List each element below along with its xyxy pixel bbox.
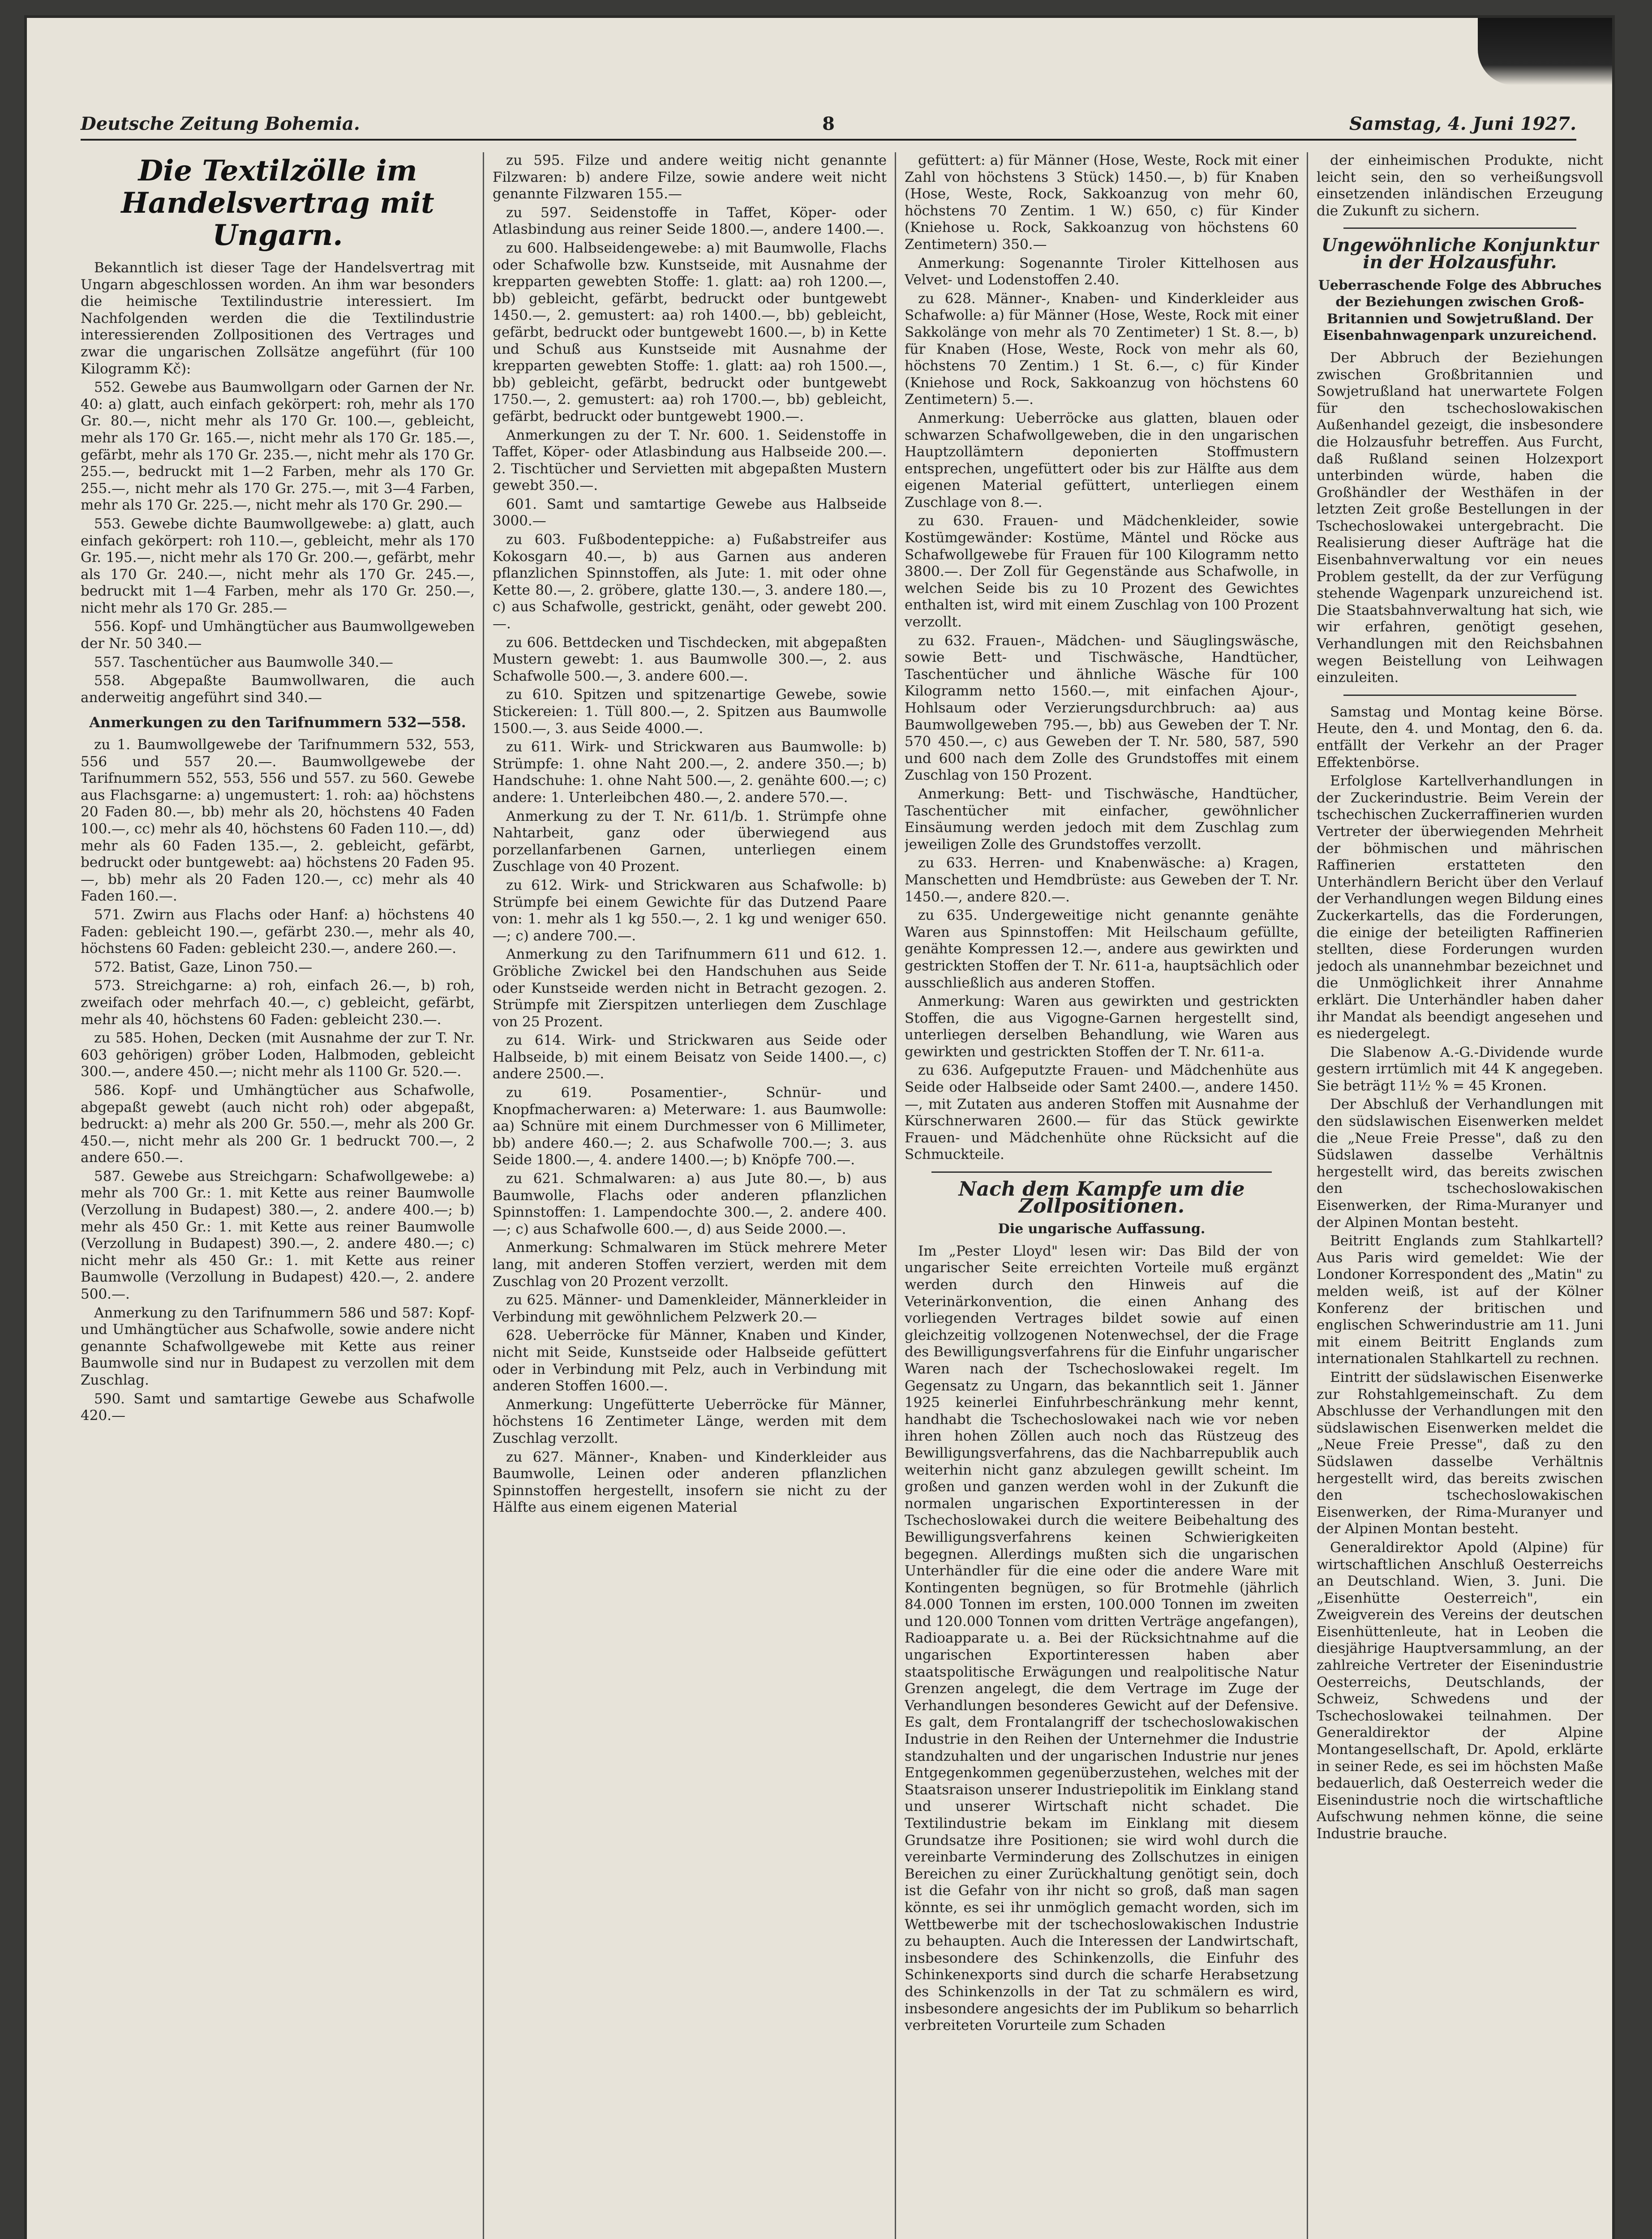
tariff-paragraph: zu 595. Filze und andere weitig nicht genannte Filzwaren: b) andere Filze, sowie andere weit nicht genannte Filzwaren 155.— (493, 152, 887, 202)
notes-paragraph: Anmerkung: Waren aus gewirkten und gestrickten Stoffen, die aus Vigogne-Garnen hergestellt sind, unterliegen derselben Behandlung, wie Waren aus gewirkten und gestrickten Stoffen der T. Nr. 611-a. (905, 993, 1299, 1060)
article-headline-textilzoelle: Die Textilzölle im Handelsvertrag mit Ungarn. (121, 154, 434, 252)
running-header (81, 112, 1576, 141)
tariff-paragraph: 553. Gewebe dichte Baumwollgewebe: a) glatt, auch einfach gekörpert: roh 110.—, gebleicht, mehr als 170 Gr. 195.—, nicht mehr als 170 Gr. 200.—, gefärbt, mehr als 170 Gr. 240.—, nicht mehr als 170 Gr. 245.—, bedruckt mit 1—4 Farben, mehr als 170 Gr. 250.—, nicht mehr als 170 Gr. 285.— (81, 515, 475, 616)
notes-paragraph: zu 1. Baumwollgewebe der Tarifnummern 532, 553, 556 und 557 20.—. Baumwollgewebe der Tarifnummern 552, 553, 556 und 557. zu 560. Gewebe aus Flachsgarne: a) ungemustert: 1. roh: aa) höchstens 20 Faden 80.—, bb) mehr als 20, höchstens 40 Faden 100.—, cc) mehr als 40, höchstens 60 Faden 110.—, dd) mehr als 60 Faden 135.—, 2. gebleicht, gefärbt, bedruckt oder buntgewebt: aa) höchstens 20 Faden 95.—, bb) mehr als 20 Faden 120.—, cc) mehr als 40 Faden 160.—. (81, 737, 475, 905)
column-4 (1317, 152, 1603, 2239)
section-divider (931, 1171, 1272, 1173)
tariff-paragraph: zu 603. Fußbodenteppiche: a) Fußabstreifer aus Kokosgarn 40.—, b) aus Garnen aus anderen pflanzlichen Spinnstoffen, als Jute: 1. mit oder ohne Kette 80.—, 2. gröbere, glatte 130.—, 3. andere 180.—, c) aus Schafwolle, gestrickt, genäht, oder gewebt 200.—. (493, 532, 887, 632)
notes-paragraph: Anmerkungen zu der T. Nr. 600. 1. Seidenstoffe in Taffet, Köper- oder Atlasbindung aus Halbseide 200.—. 2. Tischtücher und Servietten mit abgepaßten Mustern gewebt 350.—. (493, 427, 887, 494)
news-item-rohstahlgemeinschaft: Eintritt der südslawischen Eisenwerke zur Rohstahlgemeinschaft. Zu dem Abschlusse der Verhandlungen mit den südslawischen Eisenwerken meldet die „Neue Freie Presse", daß zu den Südslawen dasselbe Verhältnis hergestellt wird, das bereits zwischen den tschechoslowakischen Eisenwerken, der Rima-Muranyer und der Alpinen Montan besteht. (1317, 1369, 1603, 1537)
column-3 (905, 152, 1299, 2239)
tariff-paragraph: zu 633. Herren- und Knabenwäsche: a) Kragen, Manschetten und Hemdbrüste: aus Geweben der T. Nr. 1450.—, andere 820.—. (905, 855, 1299, 905)
article-subheadline: Ueberraschende Folge des Abbruches der Beziehungen zwischen Groß-Britannien und Sowjetrußland. Der Eisenbahnwagenpark unzureichend. (1318, 277, 1602, 344)
tariff-paragraph: 587. Gewebe aus Streichgarn: Schafwollgewebe: a) mehr als 700 Gr.: 1. mit Kette aus reiner Baumwolle (Verzollung in Budapest) 380.—, 2. andere 400.—; b) mehr als 450 Gr.: 1. mit Kette aus reiner Baumwolle (Verzollung in Budapest) 390.—, 2. andere 480.—; c) nicht mehr als 450 Gr.: 1. mit Kette aus reiner Baumwolle (Verzollung in Budapest) 420.—, 2. andere 500.—. (81, 1168, 475, 1303)
news-item-dividende: Die Slabenow A.-G.-Dividende wurde gestern irrtümlich mit 44 K angegeben. Sie beträgt 11½ % = 45 Kronen. (1317, 1044, 1603, 1094)
column-1 (81, 152, 475, 2239)
newspaper-page (27, 18, 1612, 2239)
column-2 (493, 152, 887, 2239)
section-divider (1343, 695, 1576, 696)
tariff-paragraph: 571. Zwirn aus Flachs oder Hanf: a) höchstens 40 Faden: gebleicht 190.—, gefärbt 230.—, mehr als 40, höchstens 60 Faden: gebleicht 230.—, andere 260.—. (81, 906, 475, 957)
page-corner-damage (1478, 18, 1612, 85)
column-rule (483, 152, 484, 2239)
tariff-paragraph: 628. Ueberröcke für Männer, Knaben und Kinder, nicht mit Seide, Kunstseide oder Halbseide gefüttert oder in Verbindung mit Pelz, auch in Verbindung mit anderen Stoffen 1600.—. (493, 1327, 887, 1394)
paper-name: Deutsche Zeitung Bohemia. (81, 113, 360, 134)
tariff-paragraph: zu 610. Spitzen und spitzenartige Gewebe, sowie Stickereien: 1. Tüll 800.—, 2. Spitzen aus Baumwolle 1500.—, 3. aus Seide 4000.—. (493, 686, 887, 737)
tariff-paragraph: 573. Streichgarne: a) roh, einfach 26.—, b) roh, zweifach oder mehrfach 40.—, c) gebleicht, gefärbt, mehr als 40, höchstens 60 Faden: gebleicht 230.—. (81, 978, 475, 1028)
tariff-paragraph: 558. Abgepaßte Baumwollwaren, die auch anderweitig angeführt sind 340.— (81, 673, 475, 706)
article-subheadline: Die ungarische Auffassung. (998, 1221, 1206, 1237)
tariff-paragraph: zu 630. Frauen- und Mädchenkleider, sowie Kostümgewänder: Kostüme, Mäntel und Röcke aus Schafwollgewebe für Frauen für 100 Kilogramm netto 3800.—. Der Zoll für Gegenstände aus Schafwolle, in welchen Seide bis zu 10 Prozent des Gewichtes enthalten ist, wird mit einem Zuschlag von 100 Prozent verzollt. (905, 513, 1299, 631)
tariff-paragraph: zu 612. Wirk- und Strickwaren aus Schafwolle: b) Strümpfe bei einem Gewichte für das Dutzend Paare von: 1. mehr als 1 kg 550.—, 2. 1 kg und weniger 650.—; c) andere 700.—. (493, 877, 887, 944)
tariff-paragraph: zu 611. Wirk- und Strickwaren aus Baumwolle: b) Strümpfe: 1. ohne Naht 200.—, 2. andere 350.—; b) Handschuhe: 1. ohne Naht 500.—, 2. genähte 600.—; c) andere: 1. Unterleibchen 480.—, 2. andere 570.—. (493, 739, 887, 806)
tariff-paragraph: 556. Kopf- und Umhängtücher aus Baumwollgeweben der Nr. 50 340.— (81, 618, 475, 652)
news-item-stahlkartell: Beitritt Englands zum Stahlkartell? Aus Paris wird gemeldet: Wie der Londoner Korrespondent des „Matin" zu melden weiß, ist auf der Kölner Konferenz der britischen und englischen Schwerindustrie am 11. Juni mit einem Beitritt Englands zum internationalen Stahlkartell zu rechnen. (1317, 1233, 1603, 1367)
tariff-paragraph: zu 628. Männer-, Knaben- und Kinderkleider aus Schafwolle: a) für Männer (Hose, Weste, Rock mit einer Sakkolänge von mehr als 70 Zentimeter) 1 St. 8.—, b) für Knaben (Hose, Weste, Rock von mehr als 60, höchstens 70 Zentim.) 1 St. 6.—, c) für Kinder (Kniehose und Rock, Sakkoanzug von höchstens 60 Zentimetern) 5.—. (905, 290, 1299, 408)
article-headline-zollpositionen: Nach dem Kampfe um die Zollpositionen. (958, 1178, 1245, 1218)
notes-paragraph: Anmerkung zu den Tarifnummern 611 und 612. 1. Gröbliche Zwickel bei den Handschuhen aus Seide oder Kunstseide werden nicht in Betracht gezogen. 2. Strümpfe mit Zierspitzen unterliegen dem Zuschlage von 25 Prozent. (493, 946, 887, 1030)
column-rule (895, 152, 896, 2239)
tariff-paragraph: 552. Gewebe aus Baumwollgarn oder Garnen der Nr. 40: a) glatt, auch einfach gekörpert: roh, mehr als 170 Gr. 80.—, nicht mehr als 170 Gr. 100.—, gebleicht, mehr als 170 Gr. 165.—, nicht mehr als 170 Gr. 185.—, gefärbt, mehr als 170 Gr. 235.—, nicht mehr als 170 Gr. 255.—, bedruckt mit 1—2 Farben, mehr als 170 Gr. 255.—, nicht mehr als 170 Gr. 275.—, mit 3—4 Farben, mehr als 170 Gr. 225.—, nicht mehr als 170 Gr. 290.— (81, 379, 475, 514)
issue-date: Samstag, 4. Juni 1927. (1349, 113, 1576, 134)
tariff-paragraph: zu 614. Wirk- und Strickwaren aus Seide oder Halbseide, b) mit einem Beisatz von Seide 1400.—, c) andere 2500.—. (493, 1032, 887, 1082)
column-rule (1307, 152, 1308, 2239)
tariff-paragraph: zu 619. Posamentier-, Schnür- und Knopfmacherwaren: a) Meterware: 1. aus Baumwolle: aa) Schnüre mit einem Durchmesser von 6 Millimeter, bb) andere 460.—; 2. aus Schafwolle 700.—; 3. aus Seide 1800.—, 4. andere 1400.—; b) Knöpfe 700.—. (493, 1085, 887, 1168)
notes-paragraph: Anmerkung: Ungefütterte Ueberröcke für Männer, höchstens 16 Zentimeter Länge, werden mit dem Zuschlag verzollt. (493, 1396, 887, 1446)
notes-paragraph: Anmerkung: Ueberröcke aus glatten, blauen oder schwarzen Schafwollgeweben, die in den ungarischen Hauptzollämtern deponierten Stoffmustern entsprechen, ungefüttert oder bis zur Hälfte aus dem eigenen Material gefüttert, unterliegen einem Zuschlage von 8.—. (905, 410, 1299, 510)
tariff-paragraph: zu 606. Bettdecken und Tischdecken, mit abgepaßten Mustern gewebt: 1. aus Baumwolle 300.—, 2. aus Schafwolle 500.—, 3. andere 600.—. (493, 634, 887, 684)
tariff-paragraph: zu 625. Männer- und Damenkleider, Männerkleider in Verbindung mit gewöhnlichem Pelzwerk 20.— (493, 1292, 887, 1325)
news-item-abschluss: Der Abschluß der Verhandlungen mit den südslawischen Eisenwerken meldet die „Neue Freie Presse", daß zu den Südslawen dasselbe Verhältnis hergestellt wird, das bereits zwischen den tschechoslowakischen Eisenwerken, der Rima-Muranyer und der Alpinen Montan besteht. (1317, 1096, 1603, 1231)
notes-paragraph: Anmerkung zu der T. Nr. 611/b. 1. Strümpfe ohne Nahtarbeit, ganz oder überwiegend aus porzellanfarbenen Garnen, unterliegen einem Zuschlage von 40 Prozent. (493, 808, 887, 875)
article-body: Der Abbruch der Beziehungen zwischen Großbritannien und Sowjetrußland hat unerwartete Folgen für den tschechoslowakischen Außenhandel gezeigt, die insbesondere die Holzausfuhr betreffen. Aus Furcht, daß Rußland seinen Holzexport unterbinden würde, haben die Großhändler der Westhäfen in der letzten Zeit große Bestellungen in der Tschechoslowakei untergebracht. Die Realisierung dieser Aufträge hat die Eisenbahnverwaltung vor ein neues Problem gestellt, da der zur Verfügung stehende Wagenpark unzureichend ist. Die Staatsbahnverwaltung hat sich, wie wir erfahren, genötigt gesehen, Verhandlungen mit den Reichsbahnen wegen Beistellung von Leihwagen einzuleiten. (1317, 349, 1603, 686)
notes-paragraph: Anmerkung: Sogenannte Tiroler Kittelhosen aus Velvet- und Lodenstoffen 2.40. (905, 255, 1299, 288)
tariff-paragraph: 590. Samt und samtartige Gewebe aus Schafwolle 420.— (81, 1390, 475, 1424)
tariff-paragraph: zu 585. Hohen, Decken (mit Ausnahme der zur T. Nr. 603 gehörigen) gröber Loden, Halbmoden, gebleicht 300.—, andere 450.—; nicht mehr als 1100 Gr. 520.—. (81, 1030, 475, 1080)
page-number: 8 (822, 113, 835, 134)
notes-paragraph: Anmerkung zu den Tarifnummern 586 und 587: Kopf- und Umhängtücher aus Schafwolle, sowie andere nicht genannte Schafwollgewebe mit Kette aus reiner Baumwolle sind nur in Budapest zu verzollen mit dem Zuschlag. (81, 1304, 475, 1388)
news-item-zuckerindustrie: Erfolglose Kartellverhandlungen in der Zuckerindustrie. Beim Verein der tschechischen Zuckerraffinerien wurden Vertreter der überwiegenden Mehrheit der böhmischen und mährischen Raffinerien erstatteten den Unterhändlern Bericht über den Verlauf der Verhandlungen wegen Bildung eines Zuckerkartells, das die Forderungen, die einige der beteiligten Raffinerien stellten, diese Forderungen wurden jedoch als unannehmbar bezeichnet und die Unmöglichkeit ihrer Annahme erklärt. Die Unterhändler haben daher ihr Mandat als beendigt angesehen und es niedergelegt. (1317, 773, 1603, 1042)
tariff-paragraph: 572. Batist, Gaze, Linon 750.— (94, 959, 313, 975)
tariff-paragraph: zu 600. Halbseidengewebe: a) mit Baumwolle, Flachs oder Schafwolle bzw. Kunstseide, mit Ausnahme der krepparten gewebten Stoffe: 1. glatt: aa) roh 1200.—, bb) gebleicht, gefärbt, bedruckt oder buntgewebt 1450.—, 2. gemustert: aa) roh 1400.—, bb) gebleicht, gefärbt, bedruckt oder buntgewebt 1600.—, b) in Kette und Schuß aus Kunstseide mit Ausnahme der krepparten gewebten Stoffe: 1. glatt: aa) roh 1500.—, bb) gebleicht, gefärbt, bedruckt oder buntgewebt 1750.—, 2. gemustert: aa) roh 1700.—, bb) gebleicht, gefärbt, bedruckt oder buntgewebt 1900.—. (493, 240, 887, 425)
tariff-paragraph: zu 597. Seidenstoffe in Taffet, Köper- oder Atlasbindung aus reiner Seide 1800.—, andere 1400.—. (493, 204, 887, 238)
tariff-paragraph: zu 627. Männer-, Knaben- und Kinderkleider aus Baumwolle, Leinen oder anderen pflanzlichen Spinnstoffen hergestellt, insofern sie nicht zu der Hälfte aus einem eigenen Material (493, 1449, 887, 1516)
section-divider (1343, 227, 1576, 229)
news-item-apold: Generaldirektor Apold (Alpine) für wirtschaftlichen Anschluß Oesterreichs an Deutschland. Wien, 3. Juni. Die „Eisenhütte Oesterreich", ein Zweigverein des Vereins der deutschen Eisenhüttenleute, hat in Leoben die diesjährige Hauptversammlung, an der zahlreiche Vertreter der Eisenindustrie Oesterreichs, Deutschlands, der Schweiz, Schwedens und der Tschechoslowakei teilnahmen. Der Generaldirektor der Alpine Montangesellschaft, Dr. Apold, erklärte in seiner Rede, es sei im höchsten Maße bedauerlich, daß Oesterreich weder die Eisenindustrie noch die wirtschaftliche Aufschwung nehmen könne, die seine Industrie brauche. (1317, 1539, 1603, 1842)
notes-heading: Anmerkungen zu den Tarifnummern 532—558. (89, 714, 466, 731)
tariff-paragraph: zu 636. Aufgeputzte Frauen- und Mädchenhüte aus Seide oder Halbseide oder Samt 2400.—, andere 1450.—, mit Zutaten aus anderen Stoffen mit Ausnahme der Kürschnerwaren 2600.— für das Stück gewirkte Frauen- und Mädchenhüte ohne Rücksicht auf die Schmuckteile. (905, 1062, 1299, 1163)
article-continuation: der einheimischen Produkte, nicht leicht sein, den so verheißungsvoll einsetzenden inländischen Erzeugung die Zukunft zu sichern. (1317, 152, 1603, 219)
tariff-paragraph: 557. Taschentücher aus Baumwolle 340.— (94, 654, 394, 670)
article-body: Im „Pester Lloyd" lesen wir: Das Bild der von ungarischer Seite erreichten Vorteile muß ergänzt werden durch den Hinweis auf die Veterinärkonvention, die einen Anhang des vorliegenden Vertrages bildet sowie auf einen gleichzeitig vollzogenen Notenwechsel, der die Frage des Bewilligungsverfahrens für die Einfuhr ungarischer Waren nach der Tschechoslowakei regelt. Im Gegensatz zu Ungarn, das bekanntlich seit 1. Jänner 1925 keinerlei Einfuhrbeschränkung mehr kennt, handhabt die Tschechoslowakei nach wie vor neben ihren hohen Zöllen auch noch das Rüstzeug des Bewilligungsverfahrens, das die Nachbarrepublik auch weiterhin nicht ganz abzulegen gewillt scheint. Im großen und ganzen werden wohl in der Zukunft die normalen ungarischen Exportinteressen in der Tschechoslowakei durch die weitere Beibehaltung des Bewilligungsverfahrens keinen Schwierigkeiten begegnen. Allerdings mußten sich die ungarischen Unterhändler für die eine oder die andere Ware mit Kontingenten begnügen, so für Brotmehle (jährlich 84.000 Tonnen im ersten, 100.000 Tonnen im zweiten und 120.000 Tonnen vom dritten Verträge angefangen), Radioapparate u. a. Bei der Rücksichtnahme auf die ungarischen Exportinteressen haben aber staatspolitische Erwägungen und realpolitische Natur Grenzen angelegt, die dem Vertrage im Zuge der Verhandlungen besonderes Gewicht auf der Defensive. Es galt, dem Frontalangriff der tschechoslowakischen Industrie in den Reihen der Unternehmer die Industrie standzuhalten und der ungarischen Industrie nur jenes Entgegenkommen gegenüberzustehen, welches mit der Staatsraison unserer Industriepolitik im Einklang stand und unserer Wirtschaft nicht schadet. Die Textilindustrie bekam im Einklang mit diesem Grundsatze ihre Positionen; sie wird wohl durch die vereinbarte Verminderung des Zollschutzes in einigen Bereichen zu einer Zurückhaltung genötigt sein, doch ist die Gefahr von ihr nicht so groß, daß man sagen könnte, es sei ihr unmöglich gemacht worden, sich im Wettbewerbe mit der tschechoslowakischen Industrie zu behaupten. Auch die Interessen der Landwirtschaft, insbesondere des Schinkenzolls, die Einfuhr des Schinkenexports sind durch die scharfe Herabsetzung des Schinkenzolls in der Tat zu schmälern es wird, insbesondere angesichts der im Publikum so beharrlich verbreiteten Vorurteile zum Schaden (905, 1243, 1299, 2034)
tariff-paragraph: 601. Samt und samtartige Gewebe aus Halbseide 3000.— (493, 496, 887, 529)
tariff-paragraph: 586. Kopf- und Umhängtücher aus Schafwolle, abgepaßt gewebt (auch nicht roh) oder abgepaßt, bedruckt: a) mehr als 200 Gr. 550.—, mehr als 200 Gr. 450.—, nicht mehr als 200 Gr. 1 bedruckt 700.—, 2 andere 650.—. (81, 1082, 475, 1166)
article-intro: Bekanntlich ist dieser Tage der Handelsvertrag mit Ungarn abgeschlossen worden. An ihm war besonders die heimische Textilindustrie interessiert. Im Nachfolgenden werden die die Textilindustrie interessierenden Zollpositionen des Vertrages und zwar die ungarischen Zollsätze angeführt (für 100 Kilogramm Kč): (81, 260, 475, 377)
news-item-boerse: Samstag und Montag keine Börse. Heute, den 4. und Montag, den 6. da. entfällt der Verkehr an der Prager Effektenbörse. (1317, 703, 1603, 771)
tariff-paragraph: zu 621. Schmalwaren: a) aus Jute 80.—, b) aus Baumwolle, Flachs oder anderen pflanzlichen Spinnstoffen: 1. Lampendochte 300.—, 2. andere 400.—; c) aus Schafwolle 600.—, d) aus Seide 2000.—. (493, 1171, 887, 1237)
tariff-paragraph: zu 632. Frauen-, Mädchen- und Säuglingswäsche, sowie Bett- und Tischwäsche, Handtücher, Taschentücher und ähnliche Wäsche für 100 Kilogramm netto 1560.—, mit einfachen Ajour-, Hohlsaum oder Verzierungsdurchbruch: aa) aus Baumwollgeweben 795.—, bb) aus Geweben der T. Nr. 570 450.—, c) aus Geweben der T. Nr. 580, 587, 590 und 600 nach dem Zolle des Grundstoffes mit einem Zuschlag von 150 Prozent. (905, 632, 1299, 784)
tariff-paragraph: zu 635. Undergeweitige nicht genannte genähte Waren aus Spinnstoffen: Mit Heilschaum gefüllte, genähte Kompressen 12.—, andere aus gewirkten und gestrickten Stoffen der T. Nr. 611-a, hauptsächlich oder ausschließlich aus anderen Stoffen. (905, 907, 1299, 991)
article-headline-holzausfuhr: Ungewöhnliche Konjunktur in der Holzausfuhr. (1321, 235, 1599, 273)
notes-paragraph: Anmerkung: Schmalwaren im Stück mehrere Meter lang, mit anderen Stoffen verziert, werden mit dem Zuschlag von 20 Prozent verzollt. (493, 1240, 887, 1290)
notes-paragraph: Anmerkung: Bett- und Tischwäsche, Handtücher, Taschentücher mit einfacher, gewöhnlicher Einsäumung werden jedoch mit dem Zuschlag zum jeweiligen Zolle des Grundstoffes verzollt. (905, 785, 1299, 853)
tariff-paragraph: gefüttert: a) für Männer (Hose, Weste, Rock mit einer Zahl von höchstens 3 Stück) 1450.—, b) für Knaben (Hose, Weste, Rock, Sakkoanzug von mehr 60, höchstens 70 Zentim. 1 W.) 650, c) für Kinder (Kniehose u. Rock, Sakkoanzug von höchstens 60 Zentimetern) 350.— (905, 152, 1299, 253)
